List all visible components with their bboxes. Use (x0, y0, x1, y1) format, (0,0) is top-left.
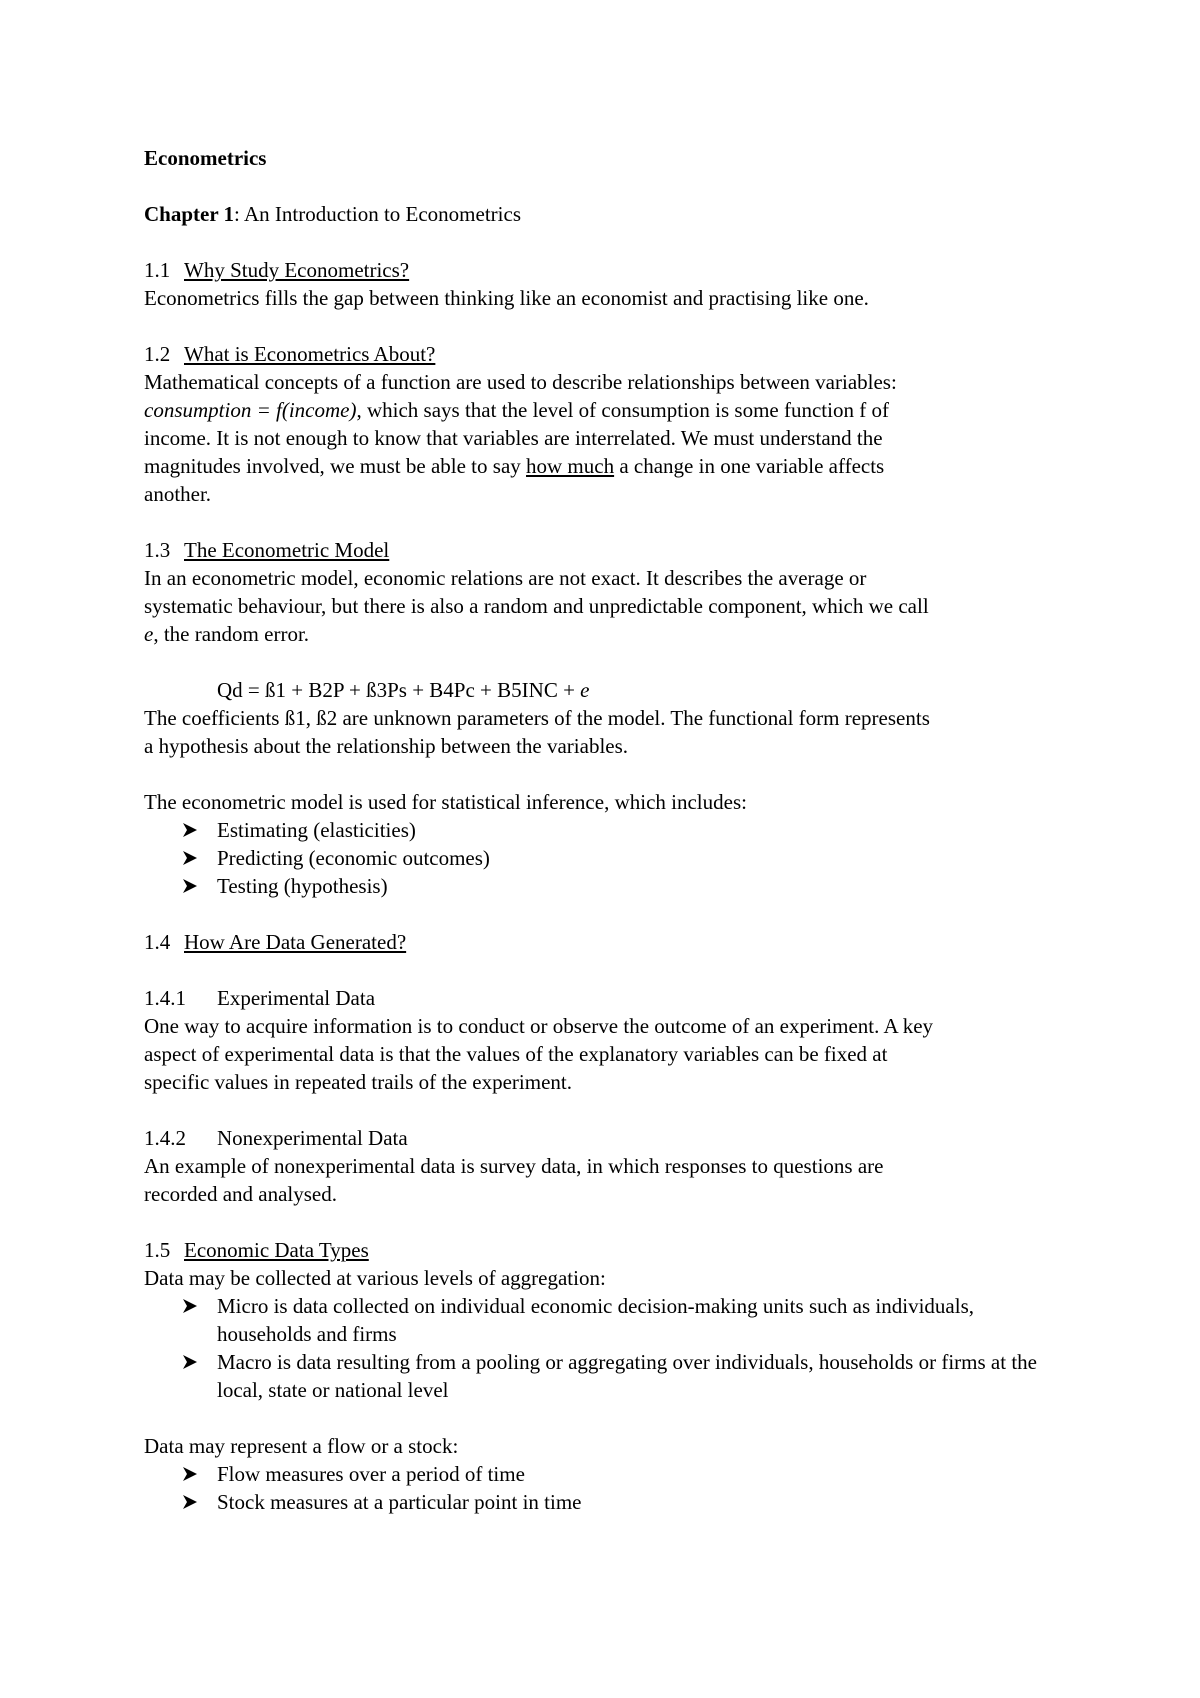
section-title: How Are Data Generated? (184, 930, 407, 954)
list-item-text: Flow measures over a period of time (217, 1462, 525, 1486)
equation-text: Qd = ß1 + B2P + ß3Ps + B4Pc + B5INC + (217, 678, 581, 702)
list-item-text: Macro is data resulting from a pooling or aggregating over individuals, households or firms at the local, state or national level (217, 1350, 1037, 1402)
subsection-title: Experimental Data (217, 986, 376, 1010)
section-title: Economic Data Types (184, 1238, 369, 1262)
paragraph-line: The econometric model is used for statistical inference, which includes: (144, 790, 747, 814)
subsection-title: Nonexperimental Data (217, 1126, 408, 1150)
list-item (144, 1292, 1064, 1348)
chapter-label: Chapter 1 (144, 202, 235, 226)
equation-error-term: e (580, 678, 590, 702)
section-1-1-heading (144, 256, 1064, 284)
paragraph-line: One way to acquire information is to conduct or observe the outcome of an experiment. A key (144, 1014, 934, 1038)
paragraph-line: Mathematical concepts of a function are used to describe relationships between variables: (144, 370, 897, 394)
list-item (144, 1460, 1064, 1488)
arrow-bullet-icon (182, 822, 198, 838)
chapter-heading (144, 200, 1064, 228)
paragraph-line: aspect of experimental data is that the values of the explanatory variables can be fixed at (144, 1042, 888, 1066)
list-item (144, 816, 1064, 844)
document-title: Econometrics (144, 146, 267, 170)
section-1-5-heading (144, 1236, 1064, 1264)
section-number: 1.1 (144, 258, 171, 282)
section-1-2-heading (144, 340, 1064, 368)
section-number: 1.4 (144, 930, 171, 954)
section-1-1-body: Econometrics fills the gap between thinking like an economist and practising like one. (144, 286, 869, 310)
subsection-1-4-2-heading (144, 1124, 1064, 1152)
subsection-number: 1.4.2 (144, 1126, 186, 1150)
arrow-bullet-icon (182, 1354, 198, 1370)
section-number: 1.5 (144, 1238, 171, 1262)
chapter-separator: : (234, 202, 244, 226)
document-page (144, 144, 1064, 1516)
arrow-bullet-icon (182, 850, 198, 866)
list-item (144, 1488, 1064, 1516)
paragraph-line: another. (144, 482, 212, 506)
list-item (144, 1348, 1064, 1404)
list-item-text: Micro is data collected on individual economic decision-making units such as individuals, households and firms (217, 1294, 975, 1346)
paragraph-line: In an econometric model, economic relations are not exact. It describes the average or (144, 566, 867, 590)
arrow-bullet-icon (182, 878, 198, 894)
section-title: What is Econometrics About? (184, 342, 436, 366)
list-item-text: Testing (hypothesis) (217, 874, 388, 898)
paragraph-line (144, 396, 1064, 424)
paragraph-line: Data may represent a flow or a stock: (144, 1434, 459, 1458)
paragraph-line (144, 452, 1064, 480)
section-1-4-heading (144, 928, 1064, 956)
emphasis-how-much: how much (526, 454, 615, 478)
list-item-text: Predicting (economic outcomes) (217, 846, 490, 870)
section-1-3-heading (144, 536, 1064, 564)
error-term: e (144, 622, 154, 646)
section-number: 1.2 (144, 342, 171, 366)
list-item (144, 872, 1064, 900)
subsection-1-4-1-heading (144, 984, 1064, 1012)
arrow-bullet-icon (182, 1298, 198, 1314)
paragraph-line (144, 620, 1064, 648)
paragraph-line: Data may be collected at various levels of aggregation: (144, 1266, 606, 1290)
chapter-title: An Introduction to Econometrics (243, 202, 521, 226)
arrow-bullet-icon (182, 1494, 198, 1510)
list-item-text: Estimating (elasticities) (217, 818, 416, 842)
subsection-number: 1.4.1 (144, 986, 186, 1010)
function-expression: consumption = f(income) (144, 398, 357, 422)
section-title: Why Study Econometrics? (184, 258, 410, 282)
list-item-text: Stock measures at a particular point in time (217, 1490, 582, 1514)
section-title: The Econometric Model (184, 538, 390, 562)
paragraph-line: An example of nonexperimental data is survey data, in which responses to questions are (144, 1154, 884, 1178)
paragraph-line: a hypothesis about the relationship between the variables. (144, 734, 629, 758)
paragraph-text: , which says that the level of consumption is some function f of (356, 398, 889, 422)
arrow-bullet-icon (182, 1466, 198, 1482)
model-equation (144, 676, 1064, 704)
paragraph-text: , the random error. (153, 622, 310, 646)
paragraph-line: recorded and analysed. (144, 1182, 337, 1206)
section-number: 1.3 (144, 538, 171, 562)
list-item (144, 844, 1064, 872)
paragraph-text: a change in one variable affects (614, 454, 885, 478)
paragraph-line: systematic behaviour, but there is also a random and unpredictable component, which we call (144, 594, 929, 618)
paragraph-line: specific values in repeated trails of the experiment. (144, 1070, 572, 1094)
paragraph-text: magnitudes involved, we must be able to say (144, 454, 527, 478)
paragraph-line: income. It is not enough to know that variables are interrelated. We must understand the (144, 426, 883, 450)
paragraph-line: The coefficients ß1, ß2 are unknown parameters of the model. The functional form represents (144, 706, 930, 730)
